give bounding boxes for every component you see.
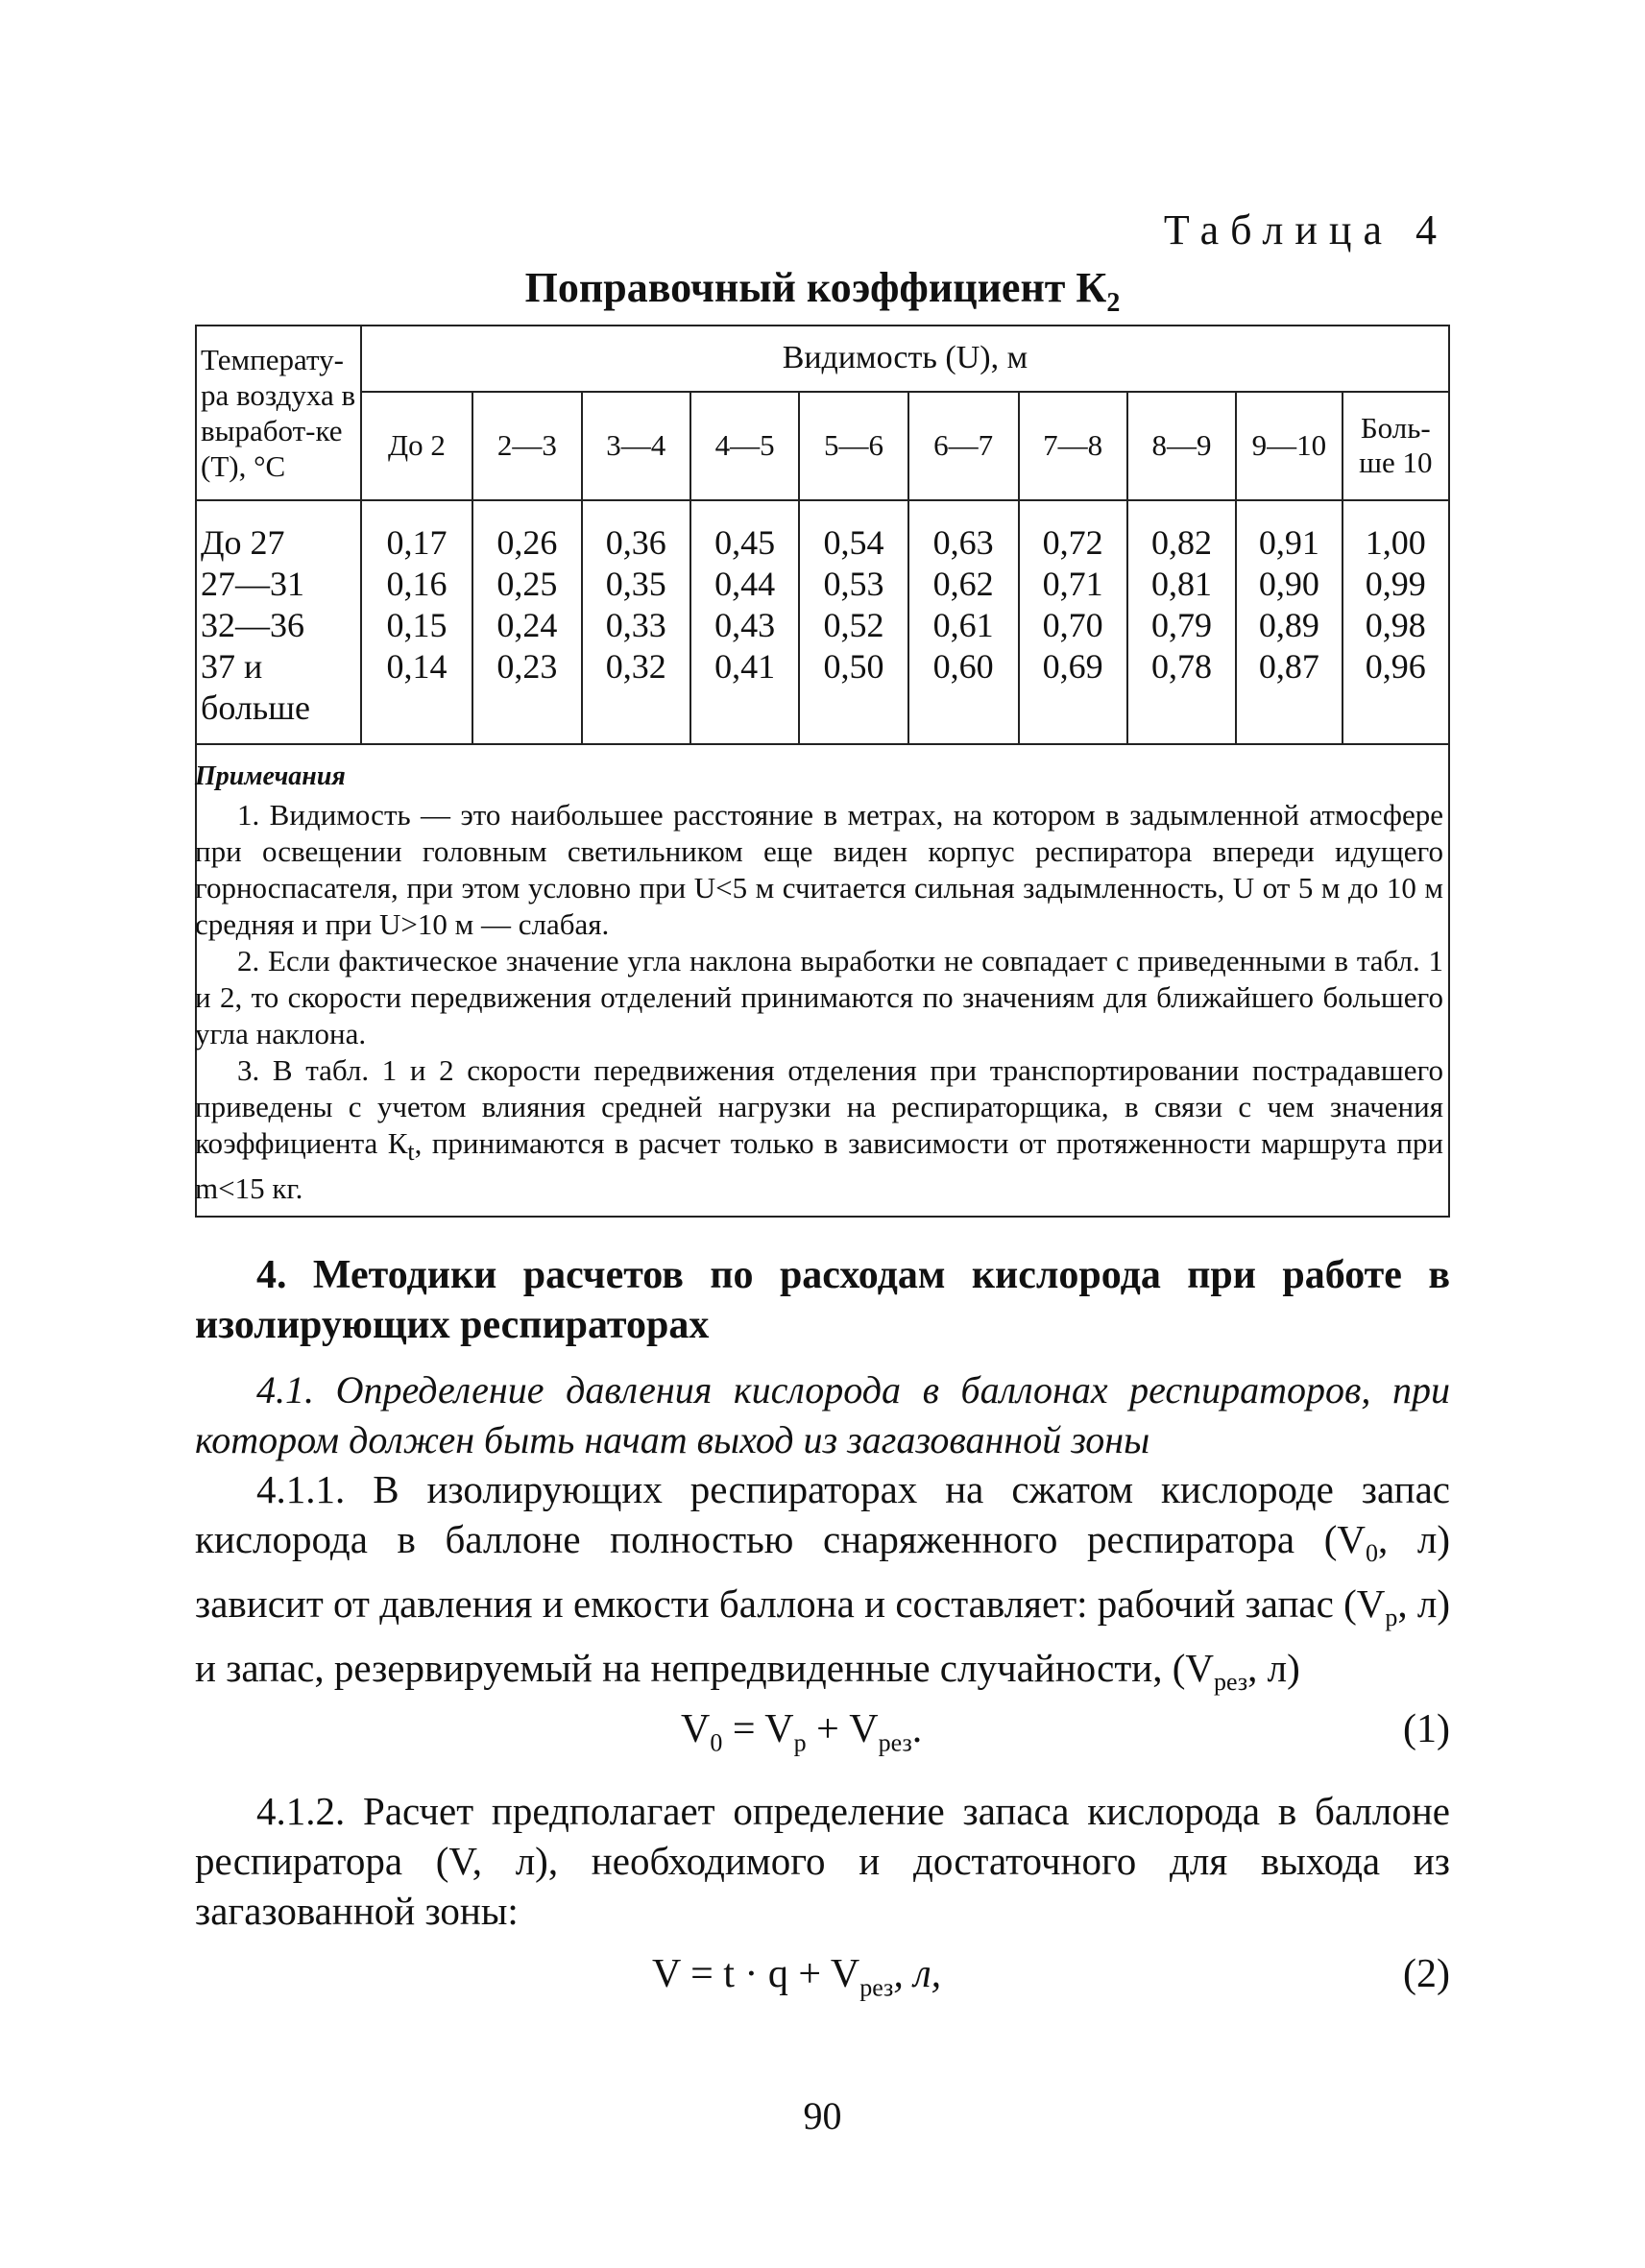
notes-heading: Примечания bbox=[195, 761, 346, 791]
value-cell: 0,17 bbox=[386, 523, 448, 562]
value-cell: 0,91 bbox=[1258, 523, 1319, 562]
value-cell: 0,87 bbox=[1258, 647, 1319, 686]
value-column bbox=[799, 500, 907, 744]
value-cell: 0,43 bbox=[714, 606, 776, 644]
value-cell: 0,62 bbox=[932, 565, 994, 603]
value-cell: 0,24 bbox=[496, 606, 558, 644]
subsection-heading: 4.1. Определение давления кислорода в баллонах респираторов, при котором должен быть начат выход из загазованной зоны bbox=[195, 1368, 1450, 1461]
formula-subscript: р bbox=[793, 1728, 807, 1757]
value-cell: 0,50 bbox=[823, 647, 884, 686]
value-cell: 0,69 bbox=[1042, 647, 1103, 686]
value-column bbox=[582, 500, 690, 744]
value-cell: 0,53 bbox=[823, 565, 884, 603]
value-cell: 0,45 bbox=[714, 523, 776, 562]
para-text: , л) зависит от давления и емкости баллона и составляет: рабочий запас (V bbox=[195, 1517, 1450, 1627]
paragraph-4-1-1 bbox=[195, 1464, 1450, 1708]
value-cell: 0,82 bbox=[1151, 523, 1213, 562]
visibility-range-header: 2—3 bbox=[472, 392, 581, 500]
formula-term: = V bbox=[722, 1707, 794, 1751]
para-subscript: рез bbox=[1214, 1668, 1248, 1697]
value-column bbox=[1019, 500, 1127, 744]
visibility-range-header: 5—6 bbox=[799, 392, 907, 500]
value-cell: 0,61 bbox=[932, 606, 994, 644]
value-cell: 0,36 bbox=[605, 523, 666, 562]
value-column bbox=[690, 500, 799, 744]
formula-1-number: (1) bbox=[1403, 1707, 1450, 1751]
value-cell: 0,15 bbox=[386, 606, 448, 644]
para-text: , л) bbox=[1247, 1646, 1300, 1691]
note-3-subscript: t bbox=[407, 1138, 415, 1167]
paragraph-4-1-2: 4.1.2. Расчет предполагает определение запаса кислорода в баллоне респиратора (V, л), необходимого и достаточного для выхода из загазованной зоны: bbox=[195, 1789, 1450, 1933]
value-cell: 0,14 bbox=[386, 647, 448, 686]
value-cell: 0,35 bbox=[605, 565, 666, 603]
formula-1-expression bbox=[681, 1706, 922, 1757]
temperature-cell: 27—31 bbox=[201, 565, 304, 603]
value-cell: 0,63 bbox=[932, 523, 994, 562]
visibility-header: Видимость (U), м bbox=[361, 326, 1448, 392]
page-number: 90 bbox=[803, 2094, 842, 2137]
formula-term: , л, bbox=[893, 1952, 942, 1996]
value-cell: 0,33 bbox=[605, 606, 666, 644]
para-subscript: 0 bbox=[1365, 1539, 1378, 1568]
value-cell: 0,98 bbox=[1365, 606, 1426, 644]
value-column bbox=[1236, 500, 1342, 744]
value-cell: 0,16 bbox=[386, 565, 448, 603]
value-cell: 0,26 bbox=[496, 523, 558, 562]
temperature-cell: До 27 bbox=[201, 523, 285, 562]
note-3-part-b: , принимаются в расчет только в зависимости от протяженности маршрута при m<15 кг. bbox=[195, 1126, 1443, 1206]
value-cell: 0,44 bbox=[714, 565, 776, 603]
value-column bbox=[1343, 500, 1448, 744]
formula-term: V = t · q + V bbox=[652, 1952, 860, 1996]
temperature-cell: больше bbox=[201, 688, 310, 727]
visibility-range-header: 4—5 bbox=[690, 392, 799, 500]
formula-subscript: 0 bbox=[710, 1728, 723, 1757]
note-3 bbox=[195, 1052, 1443, 1207]
value-cell: 0,90 bbox=[1258, 565, 1319, 603]
value-cell: 1,00 bbox=[1365, 523, 1426, 562]
value-cell: 0,99 bbox=[1365, 565, 1426, 603]
value-cell: 0,71 bbox=[1042, 565, 1103, 603]
value-cell: 0,23 bbox=[496, 647, 558, 686]
value-cell: 0,96 bbox=[1365, 647, 1426, 686]
visibility-range-header: 7—8 bbox=[1019, 392, 1127, 500]
visibility-range-header: 3—4 bbox=[582, 392, 690, 500]
table-notes bbox=[195, 759, 1443, 1207]
value-cell: 0,79 bbox=[1151, 606, 1213, 644]
value-cell: 0,32 bbox=[605, 647, 666, 686]
formula-term: V bbox=[681, 1707, 711, 1751]
value-cell: 0,60 bbox=[932, 647, 994, 686]
formula-2-number: (2) bbox=[1403, 1952, 1450, 1996]
formula-subscript: рез bbox=[859, 1973, 894, 2002]
formula-2-expression bbox=[652, 1951, 941, 2002]
temperature-header: Температу-ра воздуха в выработ-ке (Т), °С bbox=[197, 326, 361, 500]
note-1: 1. Видимость — это наибольшее расстояние в метрах, на котором в задымленной атмосфере при освещении головным светильником еще виден корпус респиратора впереди идущего горноспасателя, при этом условно при U<5 м считается сильная задымленность, U от 5 м до 10 м средняя и при U>10 м — слабая. bbox=[195, 798, 1443, 941]
value-cell: 0,70 bbox=[1042, 606, 1103, 644]
value-cell: 0,89 bbox=[1258, 606, 1319, 644]
table-title-subscript: 2 bbox=[1106, 288, 1121, 318]
note-3-part-a: 3. В табл. 1 и 2 скорости передвижения отделения при транспортировании пострадавшего приведены с учетом влияния средней нагрузки на респираторщика, в связи с чем значения коэффициента К bbox=[195, 1053, 1443, 1160]
visibility-range-header: Боль-ше 10 bbox=[1343, 392, 1448, 500]
value-cell: 0,78 bbox=[1151, 647, 1213, 686]
para-subscript: р bbox=[1385, 1604, 1398, 1632]
value-column bbox=[1127, 500, 1236, 744]
visibility-range-header: До 2 bbox=[361, 392, 472, 500]
value-cell: 0,41 bbox=[714, 647, 776, 686]
value-cell: 0,52 bbox=[823, 606, 884, 644]
value-cell: 0,81 bbox=[1151, 565, 1213, 603]
note-2: 2. Если фактическое значение угла наклона выработки не совпадает с приведенными в табл. 1 и 2, то скорости передвижения отделений принимаются по значениям для ближайшего большего угла наклона. bbox=[195, 944, 1443, 1050]
table-label: Таблица 4 bbox=[1163, 206, 1448, 253]
correction-table bbox=[197, 326, 1448, 745]
value-cell: 0,72 bbox=[1042, 523, 1103, 562]
section-heading: 4. Методики расчетов по расходам кислорода при работе в изолирующих респираторах bbox=[195, 1253, 1450, 1347]
value-cell: 0,25 bbox=[496, 565, 558, 603]
value-column bbox=[472, 500, 581, 744]
formula-term: . bbox=[911, 1707, 923, 1751]
table-title-text: Поправочный коэффициент К bbox=[524, 264, 1107, 311]
value-column bbox=[908, 500, 1019, 744]
para-text: 4.1.1. В изолирующих респираторах на сжатом кислороде запас кислорода в баллоне полностью снаряженного респиратора (V bbox=[195, 1467, 1450, 1561]
value-cell: 0,54 bbox=[823, 523, 884, 562]
table-title bbox=[0, 263, 1645, 318]
formula-term: + V bbox=[806, 1707, 879, 1751]
visibility-range-header: 9—10 bbox=[1236, 392, 1342, 500]
visibility-range-header: 8—9 bbox=[1127, 392, 1236, 500]
formula-subscript: рез bbox=[878, 1728, 912, 1757]
temperature-column bbox=[197, 500, 361, 744]
para-text: , л) и запас, резервируемый на непредвиденные случайности, (V bbox=[195, 1581, 1450, 1691]
temperature-cell: 32—36 bbox=[201, 606, 304, 644]
temperature-cell: 37 и bbox=[201, 647, 263, 686]
visibility-range-header: 6—7 bbox=[908, 392, 1019, 500]
value-column bbox=[361, 500, 472, 744]
